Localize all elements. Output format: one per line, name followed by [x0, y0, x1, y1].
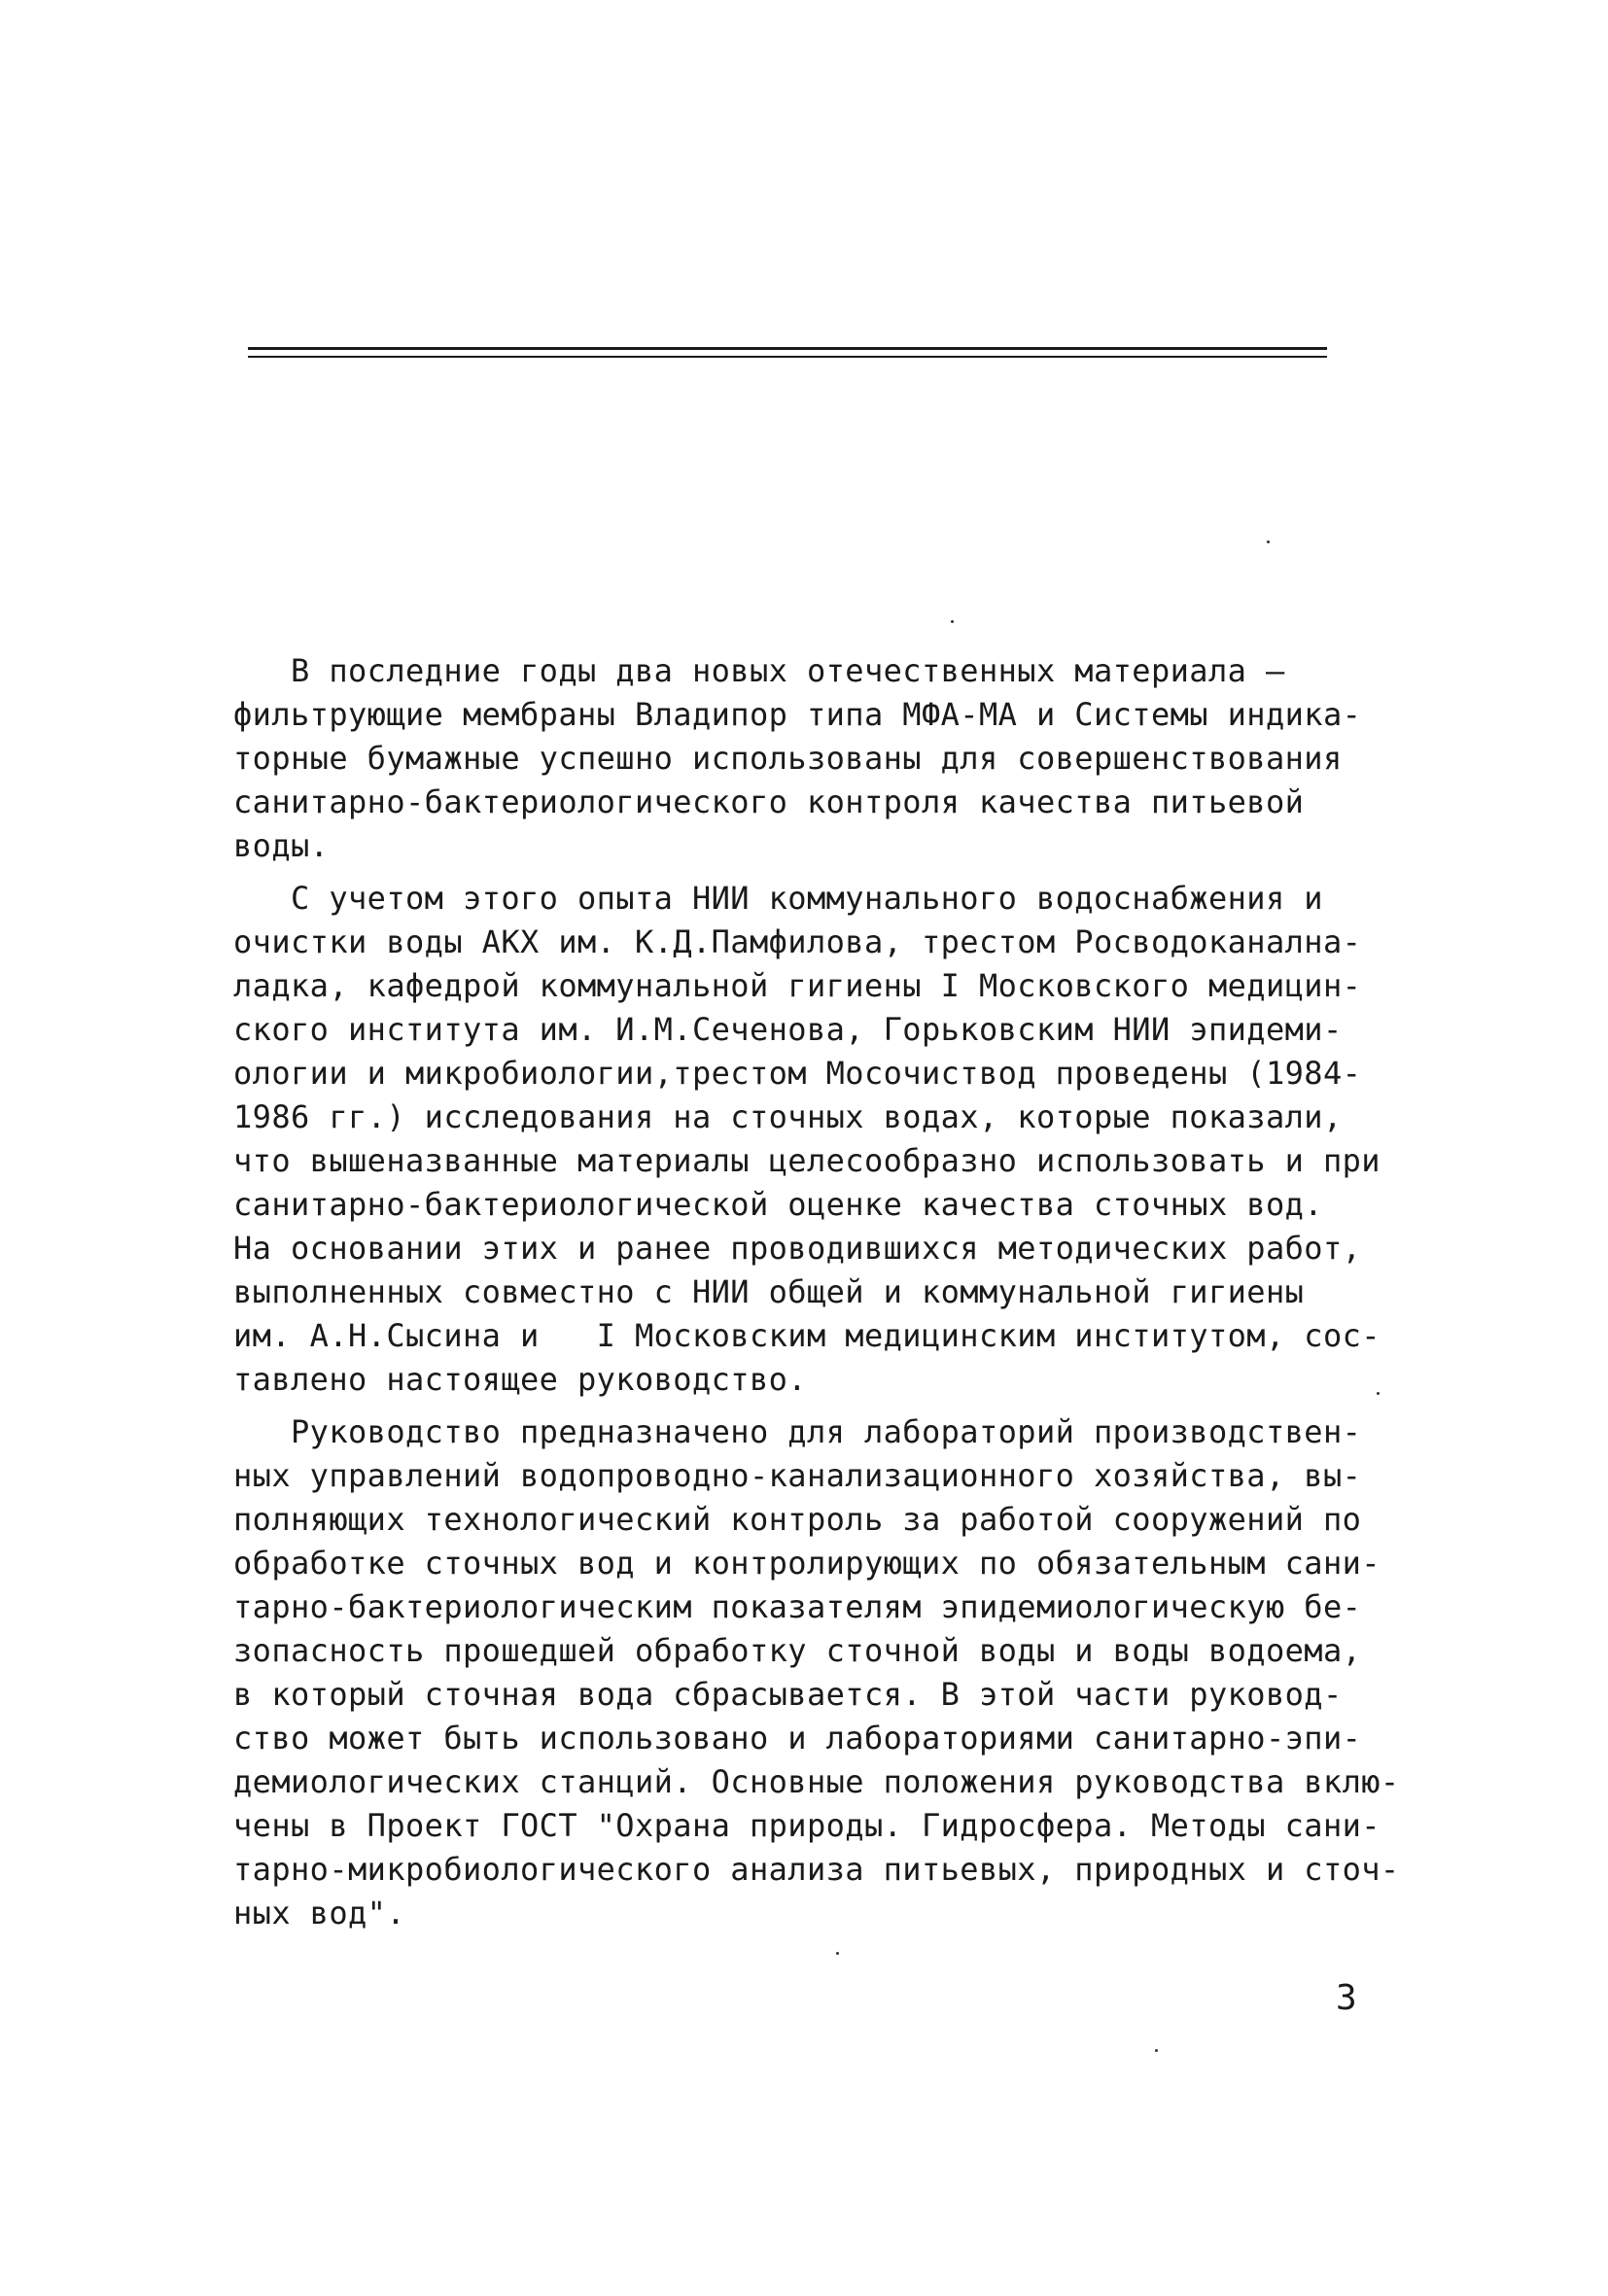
text-line: 1986 гг.) исследования на сточных водах, которые показали, [233, 1098, 1343, 1135]
text-line: ологии и микробиологии,трестом Мосочиствод проведены (1984- [233, 1055, 1362, 1092]
text-line: им. А.Н.Сысина и I Московским медицинским институтом, сос- [233, 1317, 1381, 1354]
text-line: тарно-микробиологического анализа питьевых, природных и сточ- [233, 1851, 1400, 1888]
paragraph [233, 877, 1381, 1402]
text-line: С учетом этого опыта НИИ коммунального водоснабжения и [233, 880, 1323, 917]
text-line: выполненных совместно с НИИ общей и коммунальной гигиены [233, 1273, 1305, 1310]
text-line: зопасность прошедшей обработку сточной воды и воды водоема, [233, 1632, 1362, 1669]
text-line: санитарно-бактериологического контроля качества питьевой [233, 783, 1305, 820]
header-rule-top [248, 347, 1327, 350]
text-line: очистки воды АКХ им. К.Д.Памфилова, трестом Росводоканална- [233, 923, 1362, 960]
text-line: ладка, кафедрой коммунальной гигиены I Московского медицин- [233, 967, 1362, 1004]
paragraph [233, 649, 1381, 868]
text-line: тавлено настоящее руководство. [233, 1361, 807, 1398]
scan-speck [951, 620, 954, 623]
text-line: тарно-бактериологическим показателям эпидемиологическую бе- [233, 1588, 1362, 1625]
text-line: обработке сточных вод и контролирующих по обязательным сани- [233, 1545, 1381, 1582]
text-line: чены в Проект ГОСТ "Охрана природы. Гидросфера. Методы сани- [233, 1807, 1381, 1844]
scan-speck [1267, 540, 1270, 543]
text-line: демиологических станций. Основные положения руководства вклю- [233, 1763, 1400, 1800]
text-line: Руководство предназначено для лабораторий производствен- [233, 1413, 1362, 1450]
text-line: полняющих технологический контроль за работой сооружений по [233, 1501, 1362, 1538]
text-line: ского института им. И.М.Сеченова, Горьковским НИИ эпидеми- [233, 1011, 1343, 1048]
text-line: На основании этих и ранее проводившихся методических работ, [233, 1230, 1362, 1267]
text-line: ных управлений водопроводно-канализационного хозяйства, вы- [233, 1457, 1362, 1494]
text-line: В последние годы два новых отечественных материала – [233, 652, 1285, 689]
body-text [233, 649, 1400, 1944]
text-line: ных вод". [233, 1895, 405, 1931]
text-line: воды. [233, 827, 330, 864]
text-line: фильтрующие мембраны Владипор типа МФА-МА и Системы индика- [233, 696, 1362, 733]
header-rule-bottom [248, 356, 1327, 358]
text-line: торные бумажные успешно использованы для совершенствования [233, 740, 1343, 777]
text-line: санитарно-бактериологической оценке качества сточных вод. [233, 1186, 1323, 1223]
text-line: что вышеназванные материалы целесообразно использовать и при [233, 1142, 1381, 1179]
text-line: в который сточная вода сбрасывается. В этой части руковод- [233, 1676, 1343, 1713]
paragraph [233, 1410, 1400, 1935]
page-number: 3 [1336, 1978, 1357, 2018]
scan-speck [1155, 2049, 1158, 2052]
text-line: ство может быть использовано и лабораториями санитарно-эпи- [233, 1720, 1362, 1757]
scan-speck [836, 1952, 839, 1955]
